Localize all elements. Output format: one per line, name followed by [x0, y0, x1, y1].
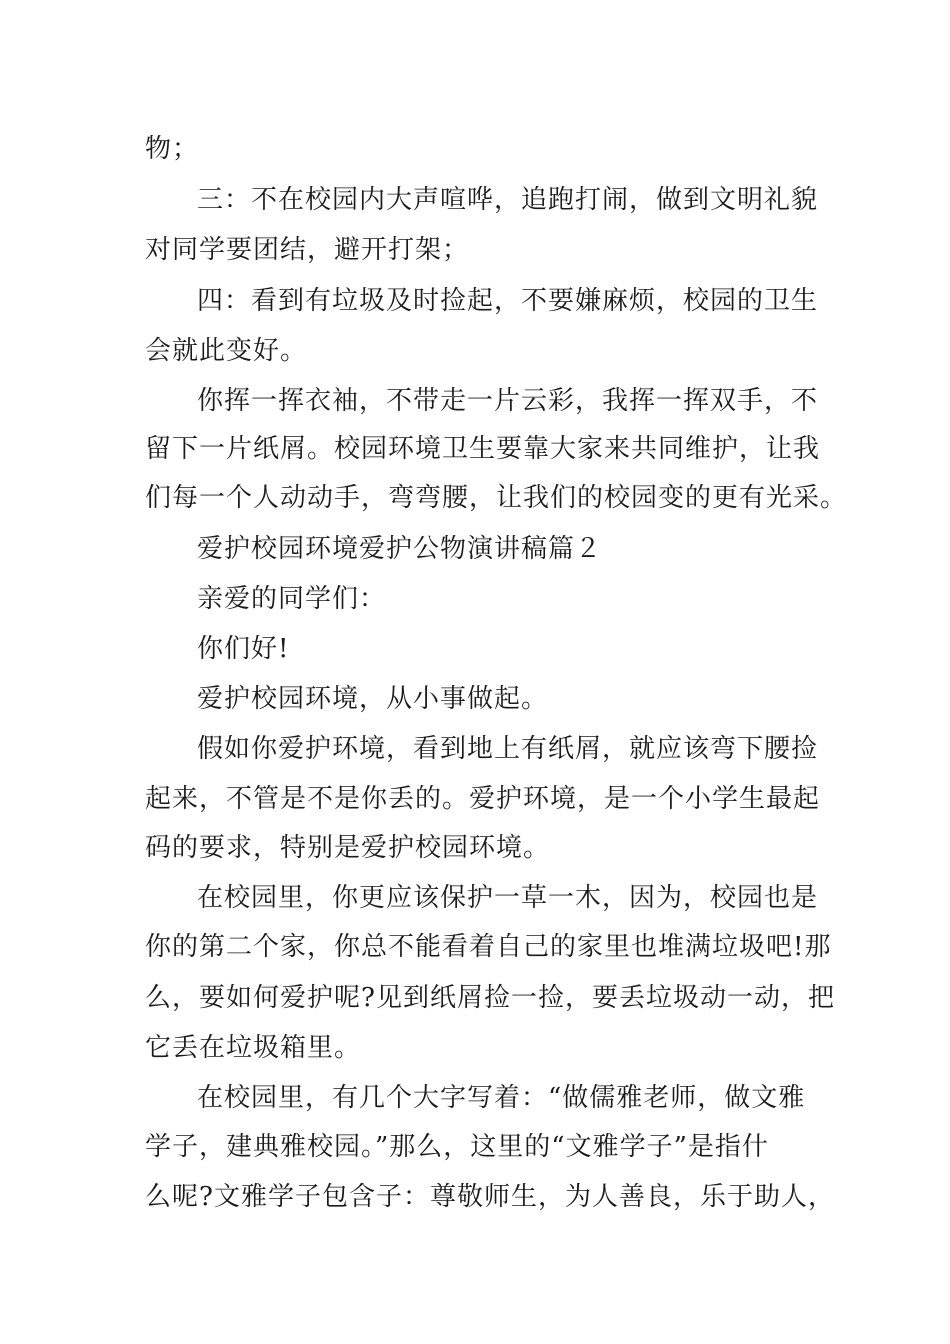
text-line: 在校园里，有几个大字写着：“做儒雅老师，做文雅: [197, 1083, 806, 1113]
text-line: 你挥一挥衣袖，不带走一片云彩，我挥一挥双手，不: [197, 386, 819, 416]
text-line: 你们好!: [197, 634, 290, 664]
text-line: 码的要求，特别是爱护校园环境。: [145, 833, 551, 863]
section-heading: 爱护校园环境爱护公物演讲稿篇２: [197, 534, 603, 564]
text-line: 留下一片纸屑。校园环境卫生要靠大家来共同维护，让我: [145, 434, 821, 464]
text-line: 你的第二个家，你总不能看着自己的家里也堆满垃圾吧!那: [145, 932, 832, 962]
text-line: 在校园里，你更应该保护一草一木，因为，校园也是: [197, 883, 819, 913]
text-line: 爱护校园环境，从小事做起。: [197, 684, 549, 714]
text-line: 四：看到有垃圾及时捡起，不要嫌麻烦，校园的卫生: [197, 286, 819, 316]
text-line: 它丢在垃圾箱里。: [145, 1033, 362, 1063]
text-line: 三：不在校园内大声喧哗，追跑打闹，做到文明礼貌: [197, 185, 819, 215]
text-line: 假如你爱护环境，看到地上有纸屑，就应该弯下腰捡: [197, 734, 819, 764]
text-line: 么，要如何爱护呢?见到纸屑捡一捡，要丢垃圾动一动，把: [145, 983, 835, 1013]
text-line: 么呢?文雅学子包含子：尊敬师生，为人善良，乐于助人，: [145, 1182, 835, 1212]
text-line: 学子，建典雅校园。”那么，这里的“文雅学子”是指什: [145, 1132, 769, 1162]
text-line: 物；: [145, 134, 200, 164]
text-line: 们每一个人动动手，弯弯腰，让我们的校园变的更有光采。: [145, 483, 848, 513]
text-line: 亲爱的同学们：: [197, 584, 387, 614]
text-line: 会就此变好。: [145, 336, 308, 366]
text-line: 对同学要团结，避开打架；: [145, 235, 470, 265]
text-line: 起来，不管是不是你丢的。爱护环境，是一个小学生最起: [145, 784, 821, 814]
